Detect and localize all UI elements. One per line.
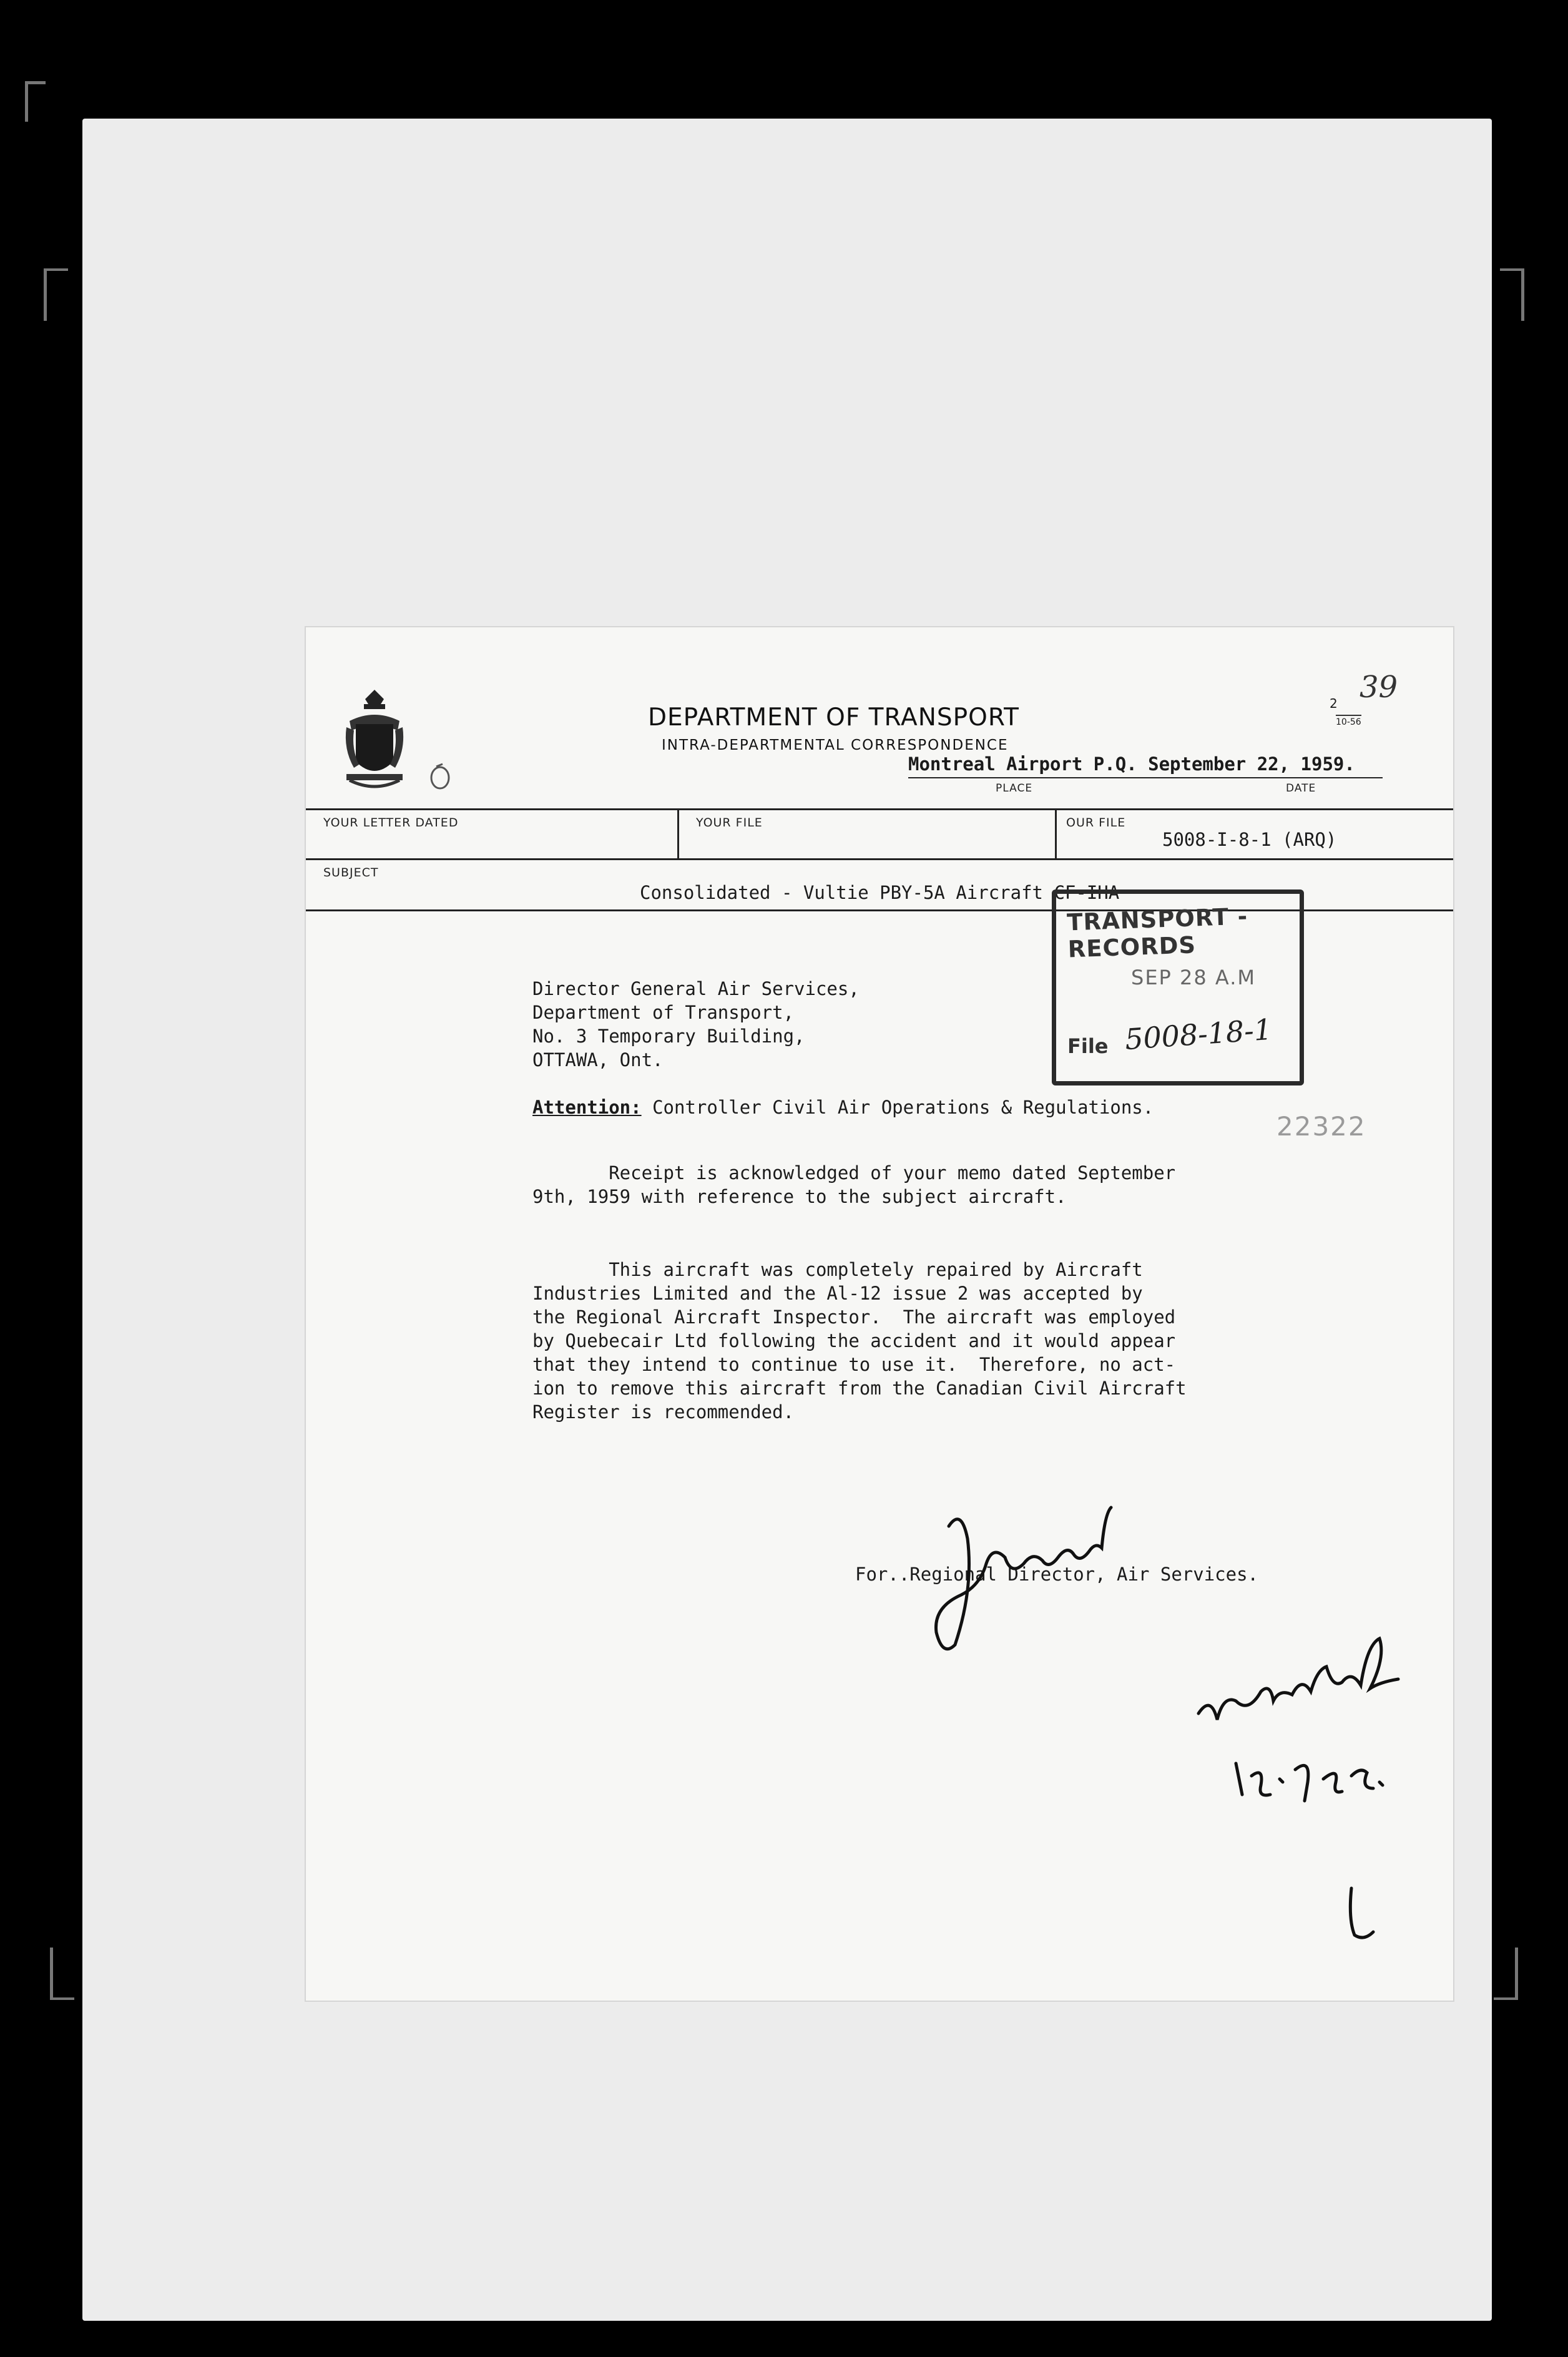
fields-mid-rule (306, 858, 1453, 860)
attention-label: Attention: (532, 1097, 642, 1118)
crop-mark-bottom-left (50, 1948, 74, 2000)
page-number: 39 (1360, 670, 1398, 705)
address-line: Department of Transport, (532, 1002, 795, 1023)
crop-mark-bottom-right (1494, 1948, 1518, 2000)
fields-divider-1 (677, 808, 679, 858)
handwritten-signature (924, 1501, 1174, 1657)
fields-top-rule (306, 808, 1453, 810)
form-number: 10-56 (1336, 715, 1361, 727)
your-file-label: YOUR FILE (696, 816, 763, 830)
fields-divider-2 (1055, 808, 1057, 858)
place-date-rule (908, 777, 1383, 778)
sequence-number: 22322 (1276, 1111, 1366, 1142)
recipient-address (532, 977, 860, 1072)
coat-of-arms-icon (340, 687, 409, 793)
date-label: DATE (1286, 782, 1316, 795)
our-file-label: OUR FILE (1066, 816, 1126, 830)
form-top-number: 2 (1330, 696, 1338, 711)
place-label: PLACE (996, 782, 1033, 795)
signoff: For..Regional Director, Air Services. (855, 1564, 1259, 1585)
handwritten-noted-annotation (1192, 1632, 1429, 1832)
stamp-date: SEP 28 A.M (1131, 966, 1256, 989)
your-letter-dated-label: YOUR LETTER DATED (323, 816, 459, 830)
handwritten-initial (1339, 1882, 1389, 1944)
transport-records-stamp (1052, 889, 1304, 1085)
place-date-value: Montreal Airport P.Q. September 22, 1959. (908, 753, 1355, 775)
address-line: No. 3 Temporary Building, (532, 1026, 805, 1047)
subject-label: SUBJECT (323, 866, 379, 880)
memo-document (306, 627, 1453, 2001)
punch-hole-icon (428, 762, 453, 791)
crop-mark-mid-left (44, 268, 68, 321)
subject-value: Consolidated - Vultie PBY-5A Aircraft CF-IHA (640, 882, 1120, 903)
our-file-value: 5008-I-8-1 (ARQ) (1162, 829, 1337, 850)
attention-line (532, 1097, 1154, 1118)
crop-mark-top-left (25, 81, 46, 122)
crop-mark-mid-right (1500, 268, 1524, 321)
stamp-file-number: 5008-18-1 (1124, 1012, 1273, 1057)
stamp-file-label: File (1067, 1034, 1109, 1058)
letterhead-subtitle: INTRA-DEPARTMENTAL CORRESPONDENCE (662, 737, 1009, 753)
address-line: OTTAWA, Ont. (532, 1049, 664, 1071)
letterhead-title: DEPARTMENT OF TRANSPORT (648, 703, 1019, 732)
address-line: Director General Air Services, (532, 978, 860, 999)
stamp-title: TRANSPORT - RECORDS (1066, 903, 1248, 963)
body-paragraph-1: Receipt is acknowledged of your memo dated September 9th, 1959 with reference to the subject aircraft. (532, 1162, 1176, 1207)
attention-value: Controller Civil Air Operations & Regulations. (652, 1097, 1154, 1118)
body-paragraph-2: This aircraft was completely repaired by Aircraft Industries Limited and the Al-12 issue 2 was accepted by the Regional Aircraft Inspector. The aircraft was employed by Quebecair Ltd following the accident and it would appear that they intend to continue to use it. Therefore, no act- ion to remove this aircraft from the Canadian Civil Aircraft Register is recommended. (532, 1259, 1187, 1423)
